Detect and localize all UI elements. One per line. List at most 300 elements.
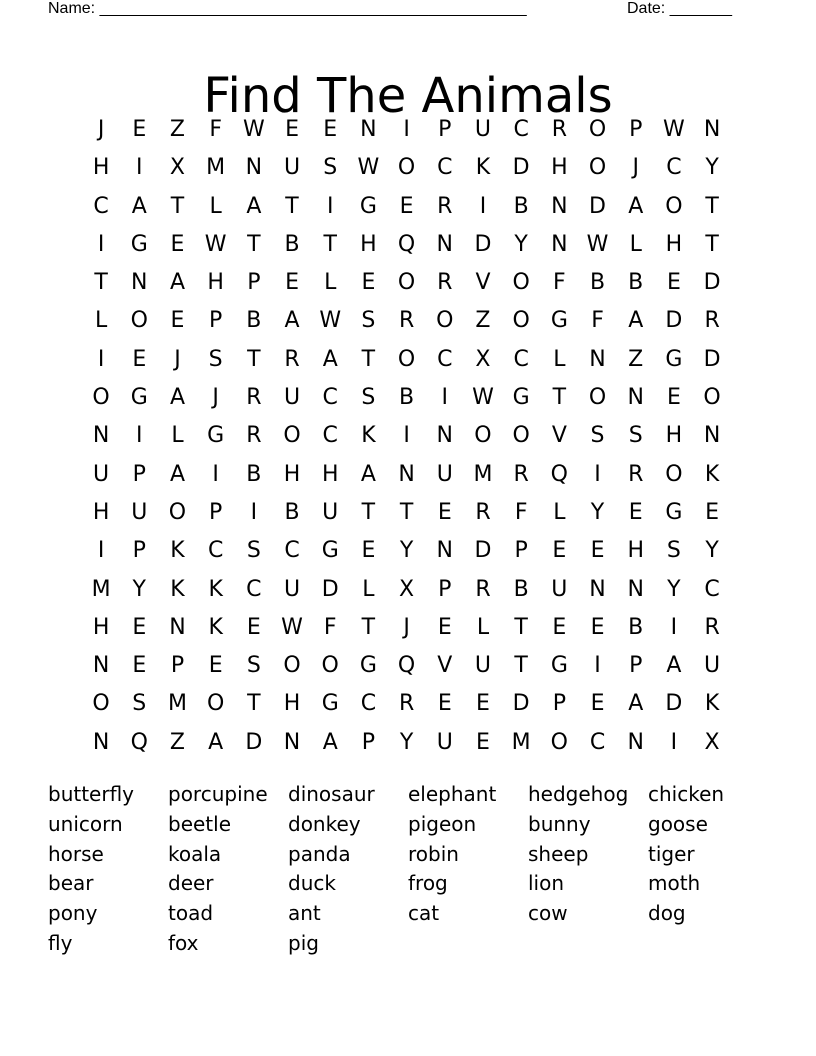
grid-letter: S [361, 308, 376, 334]
grid-letter: K [170, 576, 185, 602]
grid-letter: C [666, 155, 682, 181]
grid-letter: U [436, 461, 453, 487]
grid-letter: E [476, 729, 490, 755]
word-list-item: sheep [528, 841, 589, 866]
grid-letter: N [283, 729, 301, 755]
grid-letter: H [321, 461, 339, 487]
grid-letter: B [284, 499, 300, 525]
word-list-item: moth [648, 871, 701, 896]
grid-letter: R [398, 308, 415, 334]
grid-letter: O [92, 691, 110, 717]
grid-letter: N [551, 231, 568, 257]
grid-letter: W [204, 231, 227, 257]
grid-letter: O [665, 461, 683, 487]
word-list-item: cat [408, 901, 440, 926]
grid-letter: G [321, 538, 339, 564]
grid-letter: O [130, 308, 148, 334]
grid-letter: S [666, 538, 681, 564]
grid-letter: L [94, 308, 108, 334]
grid-letter: E [208, 653, 223, 679]
grid-letter: A [360, 461, 376, 487]
grid-letter: S [246, 653, 261, 679]
grid-letter: E [628, 499, 643, 525]
grid-letter: N [92, 729, 110, 755]
grid-letter: P [170, 653, 185, 679]
grid-letter: I [97, 346, 105, 372]
grid-letter: N [436, 538, 454, 564]
grid-letter: A [322, 346, 338, 372]
grid-letter: H [92, 614, 110, 640]
grid-letter: N [703, 117, 721, 142]
grid-letter: F [591, 308, 604, 334]
grid-letter: U [474, 117, 492, 142]
grid-letter: E [361, 538, 376, 564]
grid-letter: M [511, 729, 531, 755]
grid-letter: T [323, 231, 337, 257]
word-list-item: horse [48, 841, 104, 866]
grid-letter: I [479, 193, 487, 219]
grid-letter: T [170, 193, 185, 219]
grid-letter: C [93, 193, 109, 219]
grid-letter: V [437, 653, 453, 679]
grid-letter: C [704, 576, 720, 602]
grid-letter: Q [130, 729, 148, 755]
word-list-item: beetle [168, 811, 232, 836]
grid-letter: U [283, 576, 301, 602]
word-list-item: fly [48, 930, 73, 955]
grid-letter: P [514, 538, 528, 564]
word-list-item: duck [288, 871, 336, 896]
grid-letter: M [91, 576, 111, 602]
grid-letter: O [283, 653, 301, 679]
grid-letter: U [474, 653, 492, 679]
grid-letter: W [663, 117, 685, 142]
grid-letter: O [703, 385, 721, 411]
grid-letter: L [629, 231, 642, 257]
grid-letter: B [399, 385, 415, 411]
grid-letter: P [132, 461, 146, 487]
grid-letter: P [209, 499, 223, 525]
grid-letter: I [136, 423, 143, 449]
grid-letter: N [169, 614, 186, 640]
grid-letter: W [281, 614, 303, 640]
word-list-item: robin [408, 841, 459, 866]
grid-letter: J [97, 117, 105, 142]
grid-letter: E [476, 691, 490, 717]
grid-letter: T [361, 346, 376, 372]
grid-letter: D [703, 270, 721, 296]
word-list-item: koala [168, 841, 222, 866]
grid-letter: A [628, 193, 644, 219]
grid-letter: C [513, 346, 529, 372]
word-list-item: frog [408, 871, 448, 896]
grid-letter: U [704, 653, 721, 679]
grid-letter: G [512, 385, 530, 411]
grid-letter: D [665, 691, 683, 717]
grid-letter: G [665, 346, 683, 372]
grid-letter: T [705, 231, 719, 257]
grid-letter: B [628, 614, 644, 640]
grid-letter: D [665, 308, 683, 334]
grid-letter: L [171, 423, 184, 449]
grid-letter: T [94, 270, 108, 296]
page-title: Find The Animals [203, 68, 613, 125]
grid-letter: R [475, 576, 491, 602]
word-list-item: deer [168, 871, 214, 896]
grid-letter: X [704, 729, 720, 755]
word-list-item: pony [48, 901, 98, 926]
grid-letter: S [628, 423, 643, 449]
word-list-item: dog [648, 901, 686, 926]
grid-letter: T [552, 385, 567, 411]
grid-letter: R [437, 270, 453, 296]
grid-letter: N [627, 729, 644, 755]
grid-letter: S [208, 346, 223, 372]
grid-letter: O [436, 308, 454, 334]
grid-letter: Y [399, 729, 414, 755]
grid-letter: R [513, 461, 529, 487]
word-list-item: bear [48, 871, 94, 896]
grid-letter: G [321, 691, 339, 717]
word-list-item: elephant [408, 782, 497, 806]
grid-letter: T [705, 193, 719, 219]
grid-letter: T [247, 231, 261, 257]
grid-letter: X [475, 346, 491, 372]
grid-letter: O [474, 423, 492, 449]
word-list [48, 780, 768, 959]
grid-letter: W [472, 385, 494, 411]
grid-letter: Y [705, 538, 719, 564]
grid-letter: E [132, 614, 147, 640]
grid-letter: A [208, 729, 224, 755]
grid-letter: O [512, 270, 530, 296]
grid-letter: D [245, 729, 263, 755]
grid-letter: E [552, 538, 567, 564]
grid-letter: H [283, 461, 301, 487]
grid-letter: C [284, 538, 300, 564]
grid-letter: H [551, 155, 568, 181]
grid-letter: O [397, 155, 416, 181]
grid-letter: E [590, 538, 605, 564]
grid-letter: J [632, 155, 639, 181]
grid-letter: D [512, 155, 530, 181]
grid-letter: M [167, 691, 187, 717]
grid-letter: T [361, 499, 376, 525]
grid-letter: P [247, 270, 261, 296]
grid-letter: I [441, 385, 449, 411]
grid-letter: C [246, 576, 262, 602]
word-list-item: bunny [528, 811, 591, 836]
grid-letter: X [169, 155, 185, 181]
grid-letter: E [246, 614, 261, 640]
grid-letter: H [665, 423, 683, 449]
grid-letter: P [552, 691, 566, 717]
grid-letter: O [588, 117, 607, 142]
grid-letter: A [246, 193, 262, 219]
grid-letter: T [514, 614, 528, 640]
grid-letter: A [666, 653, 682, 679]
word-list-item: ant [288, 901, 321, 926]
grid-letter: G [550, 653, 568, 679]
grid-letter: B [246, 308, 262, 334]
grid-letter: U [551, 576, 568, 602]
grid-letter: F [209, 117, 222, 142]
grid-letter: C [322, 423, 338, 449]
grid-letter: G [130, 231, 148, 257]
grid-letter: R [437, 193, 453, 219]
grid-letter: G [359, 653, 377, 679]
grid-letter: E [552, 614, 567, 640]
grid-letter: E [132, 346, 147, 372]
grid-letter: I [670, 729, 678, 755]
grid-letter: E [285, 117, 299, 142]
grid-letter: D [703, 346, 721, 372]
word-list-item: porcupine [168, 782, 268, 806]
grid-letter: K [704, 461, 720, 487]
grid-letter: E [132, 653, 147, 679]
word-list-item: donkey [288, 811, 361, 836]
grid-letter: P [438, 576, 452, 602]
grid-letter: T [399, 499, 414, 525]
grid-letter: M [206, 155, 226, 181]
grid-letter: F [553, 270, 566, 296]
grid-letter: W [357, 155, 380, 181]
letter-grid [82, 111, 731, 762]
grid-letter: A [628, 308, 644, 334]
grid-letter: U [93, 461, 110, 487]
name-field-label: Name: ________________________________________________ [48, 0, 527, 17]
grid-letter: H [92, 499, 110, 525]
grid-letter: K [170, 538, 185, 564]
grid-letter: N [398, 461, 415, 487]
grid-letter: T [361, 614, 376, 640]
grid-letter: R [246, 423, 262, 449]
grid-letter: L [324, 270, 337, 296]
word-list-item: pigeon [408, 811, 477, 836]
grid-letter: C [513, 117, 529, 142]
grid-letter: R [246, 385, 262, 411]
grid-letter: L [209, 193, 222, 219]
grid-letter: C [589, 729, 606, 755]
grid-letter: O [512, 308, 530, 334]
grid-letter: W [586, 231, 609, 257]
grid-letter: I [250, 499, 258, 525]
grid-letter: G [550, 308, 568, 334]
grid-letter: N [131, 270, 148, 296]
grid-letter: E [170, 231, 185, 257]
grid-letter: B [589, 270, 606, 296]
grid-letter: P [361, 729, 376, 755]
grid-letter: O [283, 423, 301, 449]
grid-letter: Z [169, 729, 185, 755]
grid-letter: P [438, 117, 452, 142]
grid-letter: O [550, 729, 568, 755]
word-list-item: fox [168, 930, 199, 955]
grid-letter: B [513, 193, 529, 219]
grid-letter: Y [705, 155, 719, 181]
grid-letter: R [398, 691, 415, 717]
word-list-item: dinosaur [288, 782, 375, 806]
grid-letter: H [92, 155, 110, 181]
grid-letter: E [705, 499, 720, 525]
grid-letter: E [590, 614, 605, 640]
grid-letter: E [666, 270, 681, 296]
grid-letter: K [208, 614, 223, 640]
grid-letter: E [361, 270, 376, 296]
grid-letter: F [514, 499, 528, 525]
grid-letter: Y [132, 576, 146, 602]
grid-letter: R [704, 614, 720, 640]
grid-letter: O [512, 423, 530, 449]
grid-letter: U [131, 499, 148, 525]
grid-letter: B [628, 270, 644, 296]
grid-letter: I [212, 461, 219, 487]
grid-letter: C [322, 385, 338, 411]
grid-letter: E [285, 270, 299, 296]
grid-letter: I [97, 538, 105, 564]
grid-letter: O [397, 270, 416, 296]
grid-letter: W [319, 308, 342, 334]
grid-letter: O [92, 385, 110, 411]
grid-letter: N [627, 385, 644, 411]
grid-letter: A [628, 691, 644, 717]
grid-letter: G [130, 385, 148, 411]
grid-letter: I [403, 117, 410, 142]
grid-letter: N [436, 231, 454, 257]
grid-letter: G [665, 499, 683, 525]
grid-letter: Z [169, 117, 185, 142]
date-field-label: Date: _______ [627, 0, 732, 17]
grid-letter: R [704, 308, 720, 334]
grid-letter: R [551, 117, 567, 142]
grid-letter: K [361, 423, 376, 449]
grid-letter: A [131, 193, 147, 219]
grid-letter: O [588, 155, 607, 181]
grid-letter: T [247, 691, 261, 717]
word-list-item: lion [528, 871, 565, 896]
grid-letter: U [436, 729, 453, 755]
grid-letter: N [589, 346, 606, 372]
grid-letter: K [208, 576, 223, 602]
grid-letter: C [360, 691, 377, 717]
grid-letter: Z [475, 308, 491, 334]
grid-letter: C [437, 346, 453, 372]
grid-letter: O [665, 193, 683, 219]
grid-letter: Z [628, 346, 644, 372]
grid-letter: Q [397, 653, 416, 679]
grid-letter: D [321, 576, 339, 602]
word-list-item: butterfly [48, 782, 135, 806]
grid-letter: L [553, 499, 566, 525]
grid-letter: U [283, 385, 301, 411]
word-list-item: unicorn [48, 811, 123, 836]
grid-letter: N [703, 423, 721, 449]
grid-letter: H [283, 691, 301, 717]
word-list-item: pig [288, 930, 319, 955]
grid-letter: B [284, 231, 300, 257]
grid-letter: I [594, 653, 601, 679]
grid-letter: E [437, 499, 452, 525]
grid-letter: C [437, 155, 453, 181]
grid-letter: Y [667, 576, 681, 602]
grid-letter: A [322, 729, 338, 755]
grid-letter: R [628, 461, 644, 487]
grid-letter: S [590, 423, 605, 449]
grid-letter: S [132, 691, 147, 717]
grid-letter: N [589, 576, 606, 602]
grid-letter: I [594, 461, 601, 487]
grid-letter: A [284, 308, 300, 334]
grid-letter: M [473, 461, 493, 487]
grid-letter: G [207, 423, 225, 449]
grid-letter: H [665, 231, 683, 257]
grid-letter: A [169, 270, 185, 296]
grid-letter: D [589, 193, 606, 219]
word-list-item: tiger [648, 841, 695, 866]
grid-letter: R [284, 346, 300, 372]
grid-letter: E [132, 117, 147, 142]
word-list-item: panda [288, 841, 351, 866]
word-list-item: hedgehog [528, 782, 629, 806]
grid-letter: D [474, 231, 492, 257]
grid-letter: Y [399, 538, 414, 564]
grid-letter: L [476, 614, 490, 640]
grid-letter: N [92, 423, 110, 449]
grid-letter: E [399, 193, 414, 219]
grid-letter: S [323, 155, 338, 181]
grid-letter: E [437, 691, 452, 717]
grid-letter: P [629, 653, 643, 679]
grid-letter: F [323, 614, 337, 640]
grid-letter: O [588, 385, 607, 411]
grid-letter: T [514, 653, 528, 679]
grid-letter: C [207, 538, 224, 564]
grid-letter: I [326, 193, 334, 219]
grid-letter: V [551, 423, 567, 449]
grid-letter: Y [514, 231, 528, 257]
grid-letter: I [97, 231, 105, 257]
grid-letter: H [627, 538, 644, 564]
grid-letter: N [627, 576, 644, 602]
grid-letter: P [209, 308, 223, 334]
grid-letter: H [360, 231, 377, 257]
grid-letter: T [285, 193, 299, 219]
grid-letter: Q [550, 461, 568, 487]
grid-letter: Q [397, 231, 416, 257]
grid-letter: P [629, 117, 643, 142]
word-list-item: toad [168, 901, 214, 926]
grid-letter: J [174, 346, 181, 372]
grid-letter: E [666, 385, 681, 411]
grid-letter: B [513, 576, 529, 602]
grid-letter: I [136, 155, 143, 181]
grid-letter: O [321, 653, 339, 679]
grid-letter: I [670, 614, 678, 640]
grid-letter: N [436, 423, 454, 449]
grid-letter: E [170, 308, 185, 334]
header-line [48, 0, 748, 20]
grid-letter: E [323, 117, 338, 142]
grid-letter: B [246, 461, 262, 487]
grid-letter: D [512, 691, 530, 717]
grid-letter: L [553, 346, 566, 372]
grid-letter: G [359, 193, 377, 219]
grid-letter: A [169, 385, 185, 411]
word-list-item: cow [528, 901, 568, 926]
grid-letter: E [437, 614, 452, 640]
grid-letter: T [247, 346, 261, 372]
grid-letter: R [475, 499, 491, 525]
